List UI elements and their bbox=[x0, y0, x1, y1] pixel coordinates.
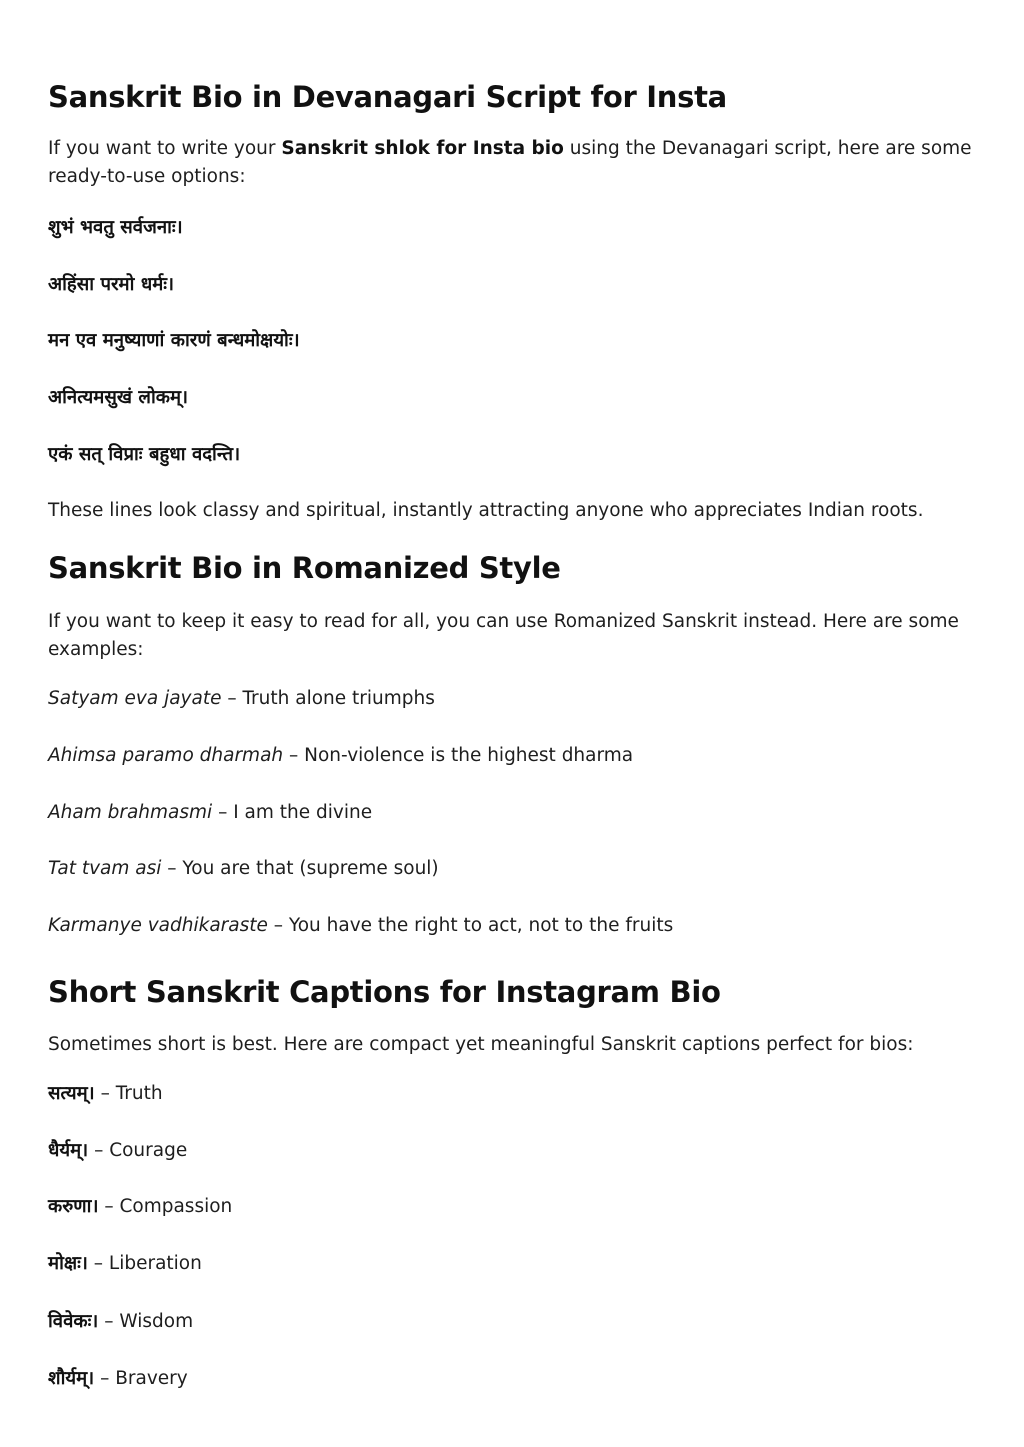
romanized-phrase: Tat tvam asi bbox=[48, 858, 162, 879]
caption-meaning: – Courage bbox=[88, 1140, 188, 1161]
romanized-meaning: – Truth alone triumphs bbox=[221, 688, 435, 709]
caption-word: करुणा। bbox=[48, 1196, 99, 1217]
caption-word: मोक्षः। bbox=[48, 1253, 88, 1274]
intro-bold-text: Sanskrit shlok for Insta bio bbox=[281, 138, 564, 159]
romanized-phrase: Karmanye vadhikaraste bbox=[48, 915, 268, 936]
caption-item bbox=[48, 1308, 193, 1336]
romanized-item bbox=[48, 855, 439, 883]
romanized-meaning: – You have the right to act, not to the fruits bbox=[267, 915, 674, 936]
romanized-item bbox=[48, 685, 435, 713]
romanized-item bbox=[48, 799, 372, 827]
romanized-phrase: Ahimsa paramo dharmah bbox=[48, 745, 284, 766]
devanagari-line: एकं सत् विप्राः बहुधा वदन्ति। bbox=[48, 444, 241, 465]
caption-item bbox=[48, 1365, 188, 1393]
devanagari-line: शुभं भवतु सर्वजनाः। bbox=[48, 217, 183, 238]
caption-word: विवेकः। bbox=[48, 1311, 99, 1332]
romanized-phrase: Satyam eva jayate bbox=[48, 688, 222, 709]
section-heading-devanagari: Sanskrit Bio in Devanagari Script for Insta bbox=[48, 80, 727, 114]
romanized-meaning: – Non-violence is the highest dharma bbox=[283, 745, 634, 766]
section-heading-short-captions: Short Sanskrit Captions for Instagram Bio bbox=[48, 975, 721, 1009]
caption-meaning: – Bravery bbox=[94, 1368, 188, 1389]
caption-meaning: – Wisdom bbox=[98, 1311, 194, 1332]
section-intro-devanagari bbox=[48, 135, 978, 191]
caption-meaning: – Truth bbox=[94, 1083, 163, 1104]
caption-item bbox=[48, 1137, 187, 1165]
intro-text-after: using the Devanagari script, here are some ready-to-use options: bbox=[48, 138, 972, 187]
caption-meaning: – Compassion bbox=[98, 1196, 233, 1217]
romanized-meaning: – I am the divine bbox=[212, 802, 373, 823]
caption-word: शौर्यम्। bbox=[48, 1368, 95, 1389]
intro-text: If you want to write your bbox=[48, 138, 282, 159]
devanagari-line: मन एव मनुष्याणां कारणं बन्धमोक्षयोः। bbox=[48, 330, 300, 351]
caption-word: धैर्यम्। bbox=[48, 1140, 89, 1161]
devanagari-line: अनित्यमसुखं लोकम्। bbox=[48, 387, 189, 408]
caption-item bbox=[48, 1193, 232, 1221]
section-heading-romanized: Sanskrit Bio in Romanized Style bbox=[48, 551, 561, 585]
section-intro-romanized: If you want to keep it easy to read for all, you can use Romanized Sanskrit instead. Here are some examples: bbox=[48, 611, 959, 660]
caption-word: सत्यम्। bbox=[48, 1083, 95, 1104]
section-intro-short-captions: Sometimes short is best. Here are compact yet meaningful Sanskrit captions perfect for bios: bbox=[48, 1034, 914, 1055]
romanized-item bbox=[48, 742, 633, 770]
section-outro-devanagari: These lines look classy and spiritual, instantly attracting anyone who appreciates Indian roots. bbox=[48, 500, 924, 521]
caption-meaning: – Liberation bbox=[87, 1253, 202, 1274]
caption-item bbox=[48, 1080, 163, 1108]
devanagari-line: अहिंसा परमो धर्मः। bbox=[48, 274, 175, 295]
romanized-meaning: – You are that (supreme soul) bbox=[161, 858, 439, 879]
caption-item bbox=[48, 1250, 202, 1278]
romanized-phrase: Aham brahmasmi bbox=[48, 802, 213, 823]
romanized-item bbox=[48, 912, 673, 940]
